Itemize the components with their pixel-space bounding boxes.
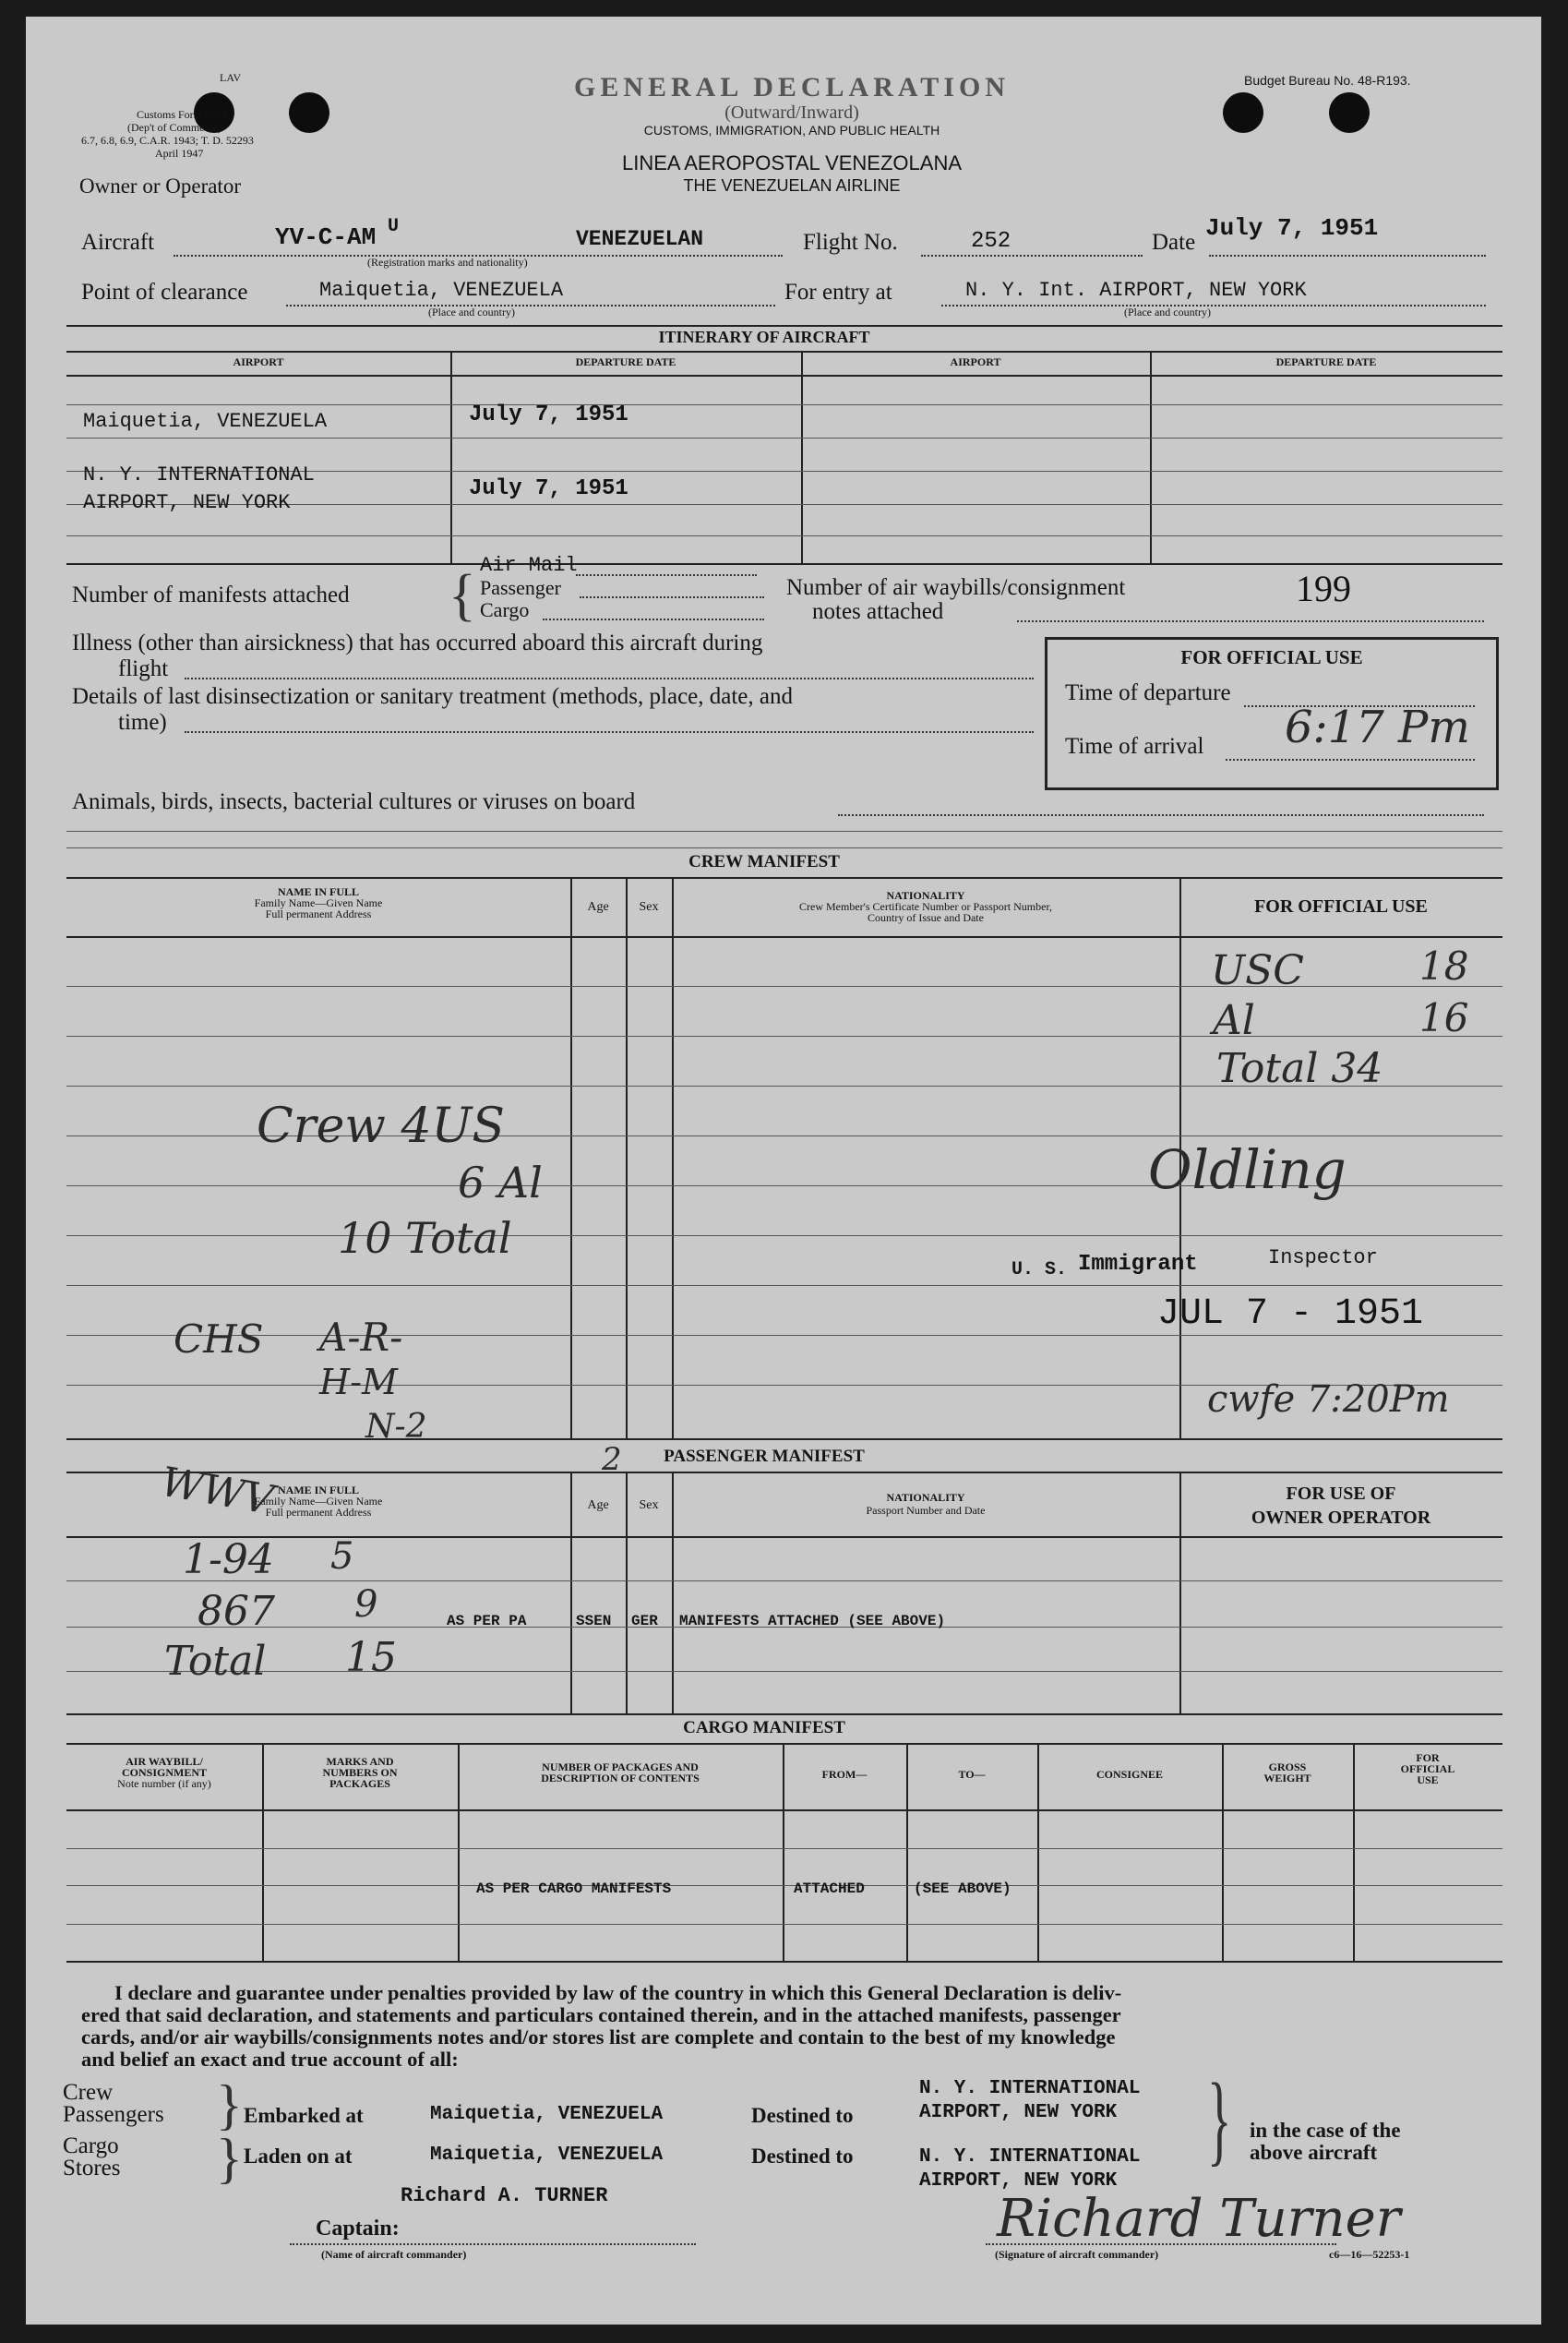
passenger-hand-867-count: 9 [354,1583,378,1626]
crew-hand-total: Total 34 [1216,1045,1383,1092]
punch-hole-icon [1329,92,1370,133]
passenger-header-nationality-2: Passport Number and Date [866,1504,986,1517]
cargo-header-waybill-2: CONSIGNMENT [121,1766,207,1779]
crew-title: CREW MANIFEST [688,852,840,871]
itinerary-header-date: DEPARTURE DATE [575,355,676,368]
destination-2-line1: N. Y. INTERNATIONAL [919,2146,1141,2168]
crew-header-sex: Sex [639,900,659,914]
aircraft-label: Aircraft [81,230,155,255]
laden-label: Laden on at [244,2145,353,2168]
passenger-row-ger: GER [631,1613,658,1629]
crew-header-official: FOR OFFICIAL USE [1254,896,1428,917]
captain-name-caption: (Name of aircraft commander) [321,2248,467,2261]
itinerary-header-date-2: DEPARTURE DATE [1275,355,1377,368]
crew-hand-n: N-2 [365,1408,427,1446]
form-regs: 6.7, 6.8, 6.9, C.A.R. 1943; T. D. 52293 [81,134,254,147]
form-dept: (Dep't of Commerce) [127,121,222,134]
itinerary-header-airport-2: AIRPORT [950,355,1001,368]
crew-hand-usc-count: 18 [1419,943,1469,989]
cargo-header-weight-2: WEIGHT [1263,1772,1311,1784]
crew-header-nationality-3: Country of Issue and Date [868,911,984,924]
itinerary-row-2-airport-line2: AIRPORT, NEW YORK [83,491,291,514]
passenger-header-sex: Sex [639,1498,659,1512]
cargo-header-packages-2: DESCRIPTION OF CONTENTS [541,1772,700,1784]
aircraft-nationality: VENEZUELAN [576,227,704,251]
crew-header-age: Age [587,900,609,914]
brace-icon: } [1207,2062,1232,2175]
brace-icon: { [449,564,476,627]
embarked-value: Maiquetia, VENEZUELA [430,2104,664,2125]
cargo-header-marks-3: PACKAGES [329,1777,390,1790]
entry-label: For entry at [784,280,892,305]
crew-hand-al-6: 6 Al [458,1158,543,1208]
manifests-label: Number of manifests attached [72,583,350,607]
destined-label: Destined to [751,2104,854,2127]
page-subtitle: (Outward/Inward) [724,102,859,123]
passenger-hand-194-count: 5 [330,1535,354,1578]
aircraft-case-line-1: in the case of the [1250,2119,1401,2142]
passenger-row-ssen: SSEN [576,1613,612,1629]
itinerary-row-2-date: July 7, 1951 [469,476,628,501]
crew-hand-h: H-M [319,1362,398,1402]
cargo-row-see-above: (SEE ABOVE) [914,1880,1011,1897]
crew-hand-a: A-R- [319,1315,403,1360]
cargo-header-marks-2: NUMBERS ON [322,1766,398,1779]
inspection-stamp-date: JUL 7 - 1951 [1157,1293,1424,1335]
laden-value: Maiquetia, VENEZUELA [430,2145,664,2166]
declaration-line-1: I declare and guarantee under penalties provided by law of the country in which this General Declaration is deliv- [114,1981,1122,2004]
crew-header-name: NAME IN FULL [277,885,359,898]
passenger-header-age: Age [587,1498,609,1512]
crew-hand-al: Al [1213,997,1255,1044]
cargo-header-to: TO— [958,1768,986,1781]
cargo-header-consignee: CONSIGNEE [1095,1768,1164,1781]
passenger-hand-ww: WWV [157,1458,277,1525]
cargo-header-from: FROM— [821,1768,868,1781]
itinerary-title: ITINERARY OF AIRCRAFT [658,328,870,346]
itinerary-row-1-date: July 7, 1951 [469,403,628,427]
declaration-cargo: Cargo [63,2133,119,2158]
crew-hand-10: 10 Total [338,1213,512,1263]
crew-hand-inspector-signature: Oldling [1148,1138,1347,1201]
captain-label: Captain: [316,2217,400,2241]
crew-hand-usc: USC [1211,947,1304,994]
destination-1-line2: AIRPORT, NEW YORK [919,2102,1118,2123]
form-code: LAV [220,71,242,84]
passenger-header-name-2: Family Name—Given Name [254,1495,383,1508]
declaration-line-3: cards, and/or air waybills/consignments notes and/or stores list are complete and contain to the best of my knowledge [81,2025,1116,2049]
cargo-header-waybill: AIR WAYBILL/ [126,1755,203,1768]
manifest-air-mail: Air Mail [480,554,578,577]
crew-hand-al-count: 16 [1419,995,1469,1040]
cargo-row-as-per: AS PER CARGO MANIFESTS [476,1880,672,1897]
arrival-time-value: 6:17 Pm [1285,702,1470,753]
clearance-sublabel: (Place and country) [428,306,515,318]
destination-1-line1: N. Y. INTERNATIONAL [919,2078,1141,2099]
airline-name: LINEA AEROPOSTAL VENEZOLANA [621,151,963,174]
captain-signature: Richard Turner [997,2189,1401,2249]
passenger-hand-867: 867 [197,1588,275,1635]
passenger-row-manifests: MANIFESTS ATTACHED (SEE ABOVE) [679,1613,946,1629]
departure-time-label: Time of departure [1065,680,1231,705]
crew-hand-chs: CHS [174,1316,264,1362]
waybills-label-2: notes attached [812,599,944,624]
passenger-row-as-per: AS PER PA [447,1613,527,1629]
inspector-prefix: U. S. [1011,1259,1068,1280]
waybills-count: 199 [1296,568,1351,609]
crew-header-nationality-2: Crew Member's Certificate Number or Passport Number, [799,900,1052,913]
clearance-value: Maiquetia, VENEZUELA [319,279,564,302]
cargo-header-official-3: USE [1417,1773,1439,1786]
date-label: Date [1152,230,1196,255]
inspector-title: Immigrant [1078,1252,1198,1277]
cargo-header-packages: NUMBER OF PACKAGES AND [542,1760,699,1773]
passenger-header-name: NAME IN FULL [277,1484,359,1496]
declaration-sheet [26,17,1541,2325]
itinerary-row-2-airport-line1: N. Y. INTERNATIONAL [83,463,315,487]
captain-name: Richard A. TURNER [401,2184,608,2207]
declaration-line-4: and belief an exact and true account of all: [81,2048,459,2071]
flight-label: Flight No. [803,230,898,255]
form-number: Customs Form 7507 [137,108,228,121]
crew-header-nationality: NATIONALITY [886,889,965,902]
declaration-passengers: Passengers [63,2102,164,2127]
aircraft-registration: YV-C-AM [275,223,377,251]
page-title: GENERAL DECLARATION [573,72,1010,102]
crew-hand-time: cwfe 7:20Pm [1207,1378,1450,1421]
punch-hole-icon [1223,92,1263,133]
passenger-title: PASSENGER MANIFEST [664,1447,865,1466]
cargo-header-official-2: OFFICIAL [1400,1762,1455,1775]
destined-label-2: Destined to [751,2145,854,2168]
aircraft-mark: U [388,216,400,237]
disinsect-label-2: time) [118,710,167,735]
airline-name-en: THE VENEZUELAN AIRLINE [683,176,901,195]
passenger-header-use-2: OWNER OPERATOR [1251,1508,1431,1528]
crew-header-name-3: Full permanent Address [265,907,372,920]
passenger-hand-number: 2 [602,1441,622,1478]
signature-caption: (Signature of aircraft commander) [995,2248,1159,2261]
aircraft-sublabel: (Registration marks and nationality) [367,256,528,269]
cargo-header-marks: MARKS AND [326,1755,394,1768]
waybills-label: Number of air waybills/consignment [786,575,1126,600]
cargo-header-official: FOR [1416,1751,1440,1764]
manifest-cargo: Cargo [480,598,530,621]
passenger-header-nationality: NATIONALITY [886,1491,965,1504]
official-use-title: FOR OFFICIAL USE [1180,646,1363,668]
cargo-title: CARGO MANIFEST [683,1718,845,1737]
passenger-hand-194: 1-94 [183,1536,274,1583]
inspector-suffix: Inspector [1268,1246,1378,1269]
arrival-time-label: Time of arrival [1065,734,1204,759]
animals-label: Animals, birds, insects, bacterial cultures or viruses on board [72,789,636,814]
aircraft-case-line-2: above aircraft [1250,2141,1378,2164]
illness-label-2: flight [118,656,169,681]
passenger-hand-total: Total [164,1638,267,1685]
passenger-header-use: FOR USE OF [1286,1484,1396,1504]
budget-bureau: Budget Bureau No. 48-R193. [1244,73,1411,88]
agencies: CUSTOMS, IMMIGRATION, AND PUBLIC HEALTH [643,123,940,138]
passenger-header-name-3: Full permanent Address [265,1506,372,1519]
embarked-label: Embarked at [244,2104,364,2127]
crew-header-name-2: Family Name—Given Name [254,896,383,909]
cargo-header-waybill-3: Note number (if any) [117,1777,211,1790]
disinsect-label: Details of last disinsectization or sanitary treatment (methods, place, date, and [72,684,793,709]
declaration-crew: Crew [63,2080,114,2105]
itinerary-header-airport: AIRPORT [233,355,284,368]
declaration-line-2: ered that said declaration, and statements and particulars contained therein, and in the attached manifests, passenger [81,2003,1121,2026]
entry-value: N. Y. Int. AIRPORT, NEW YORK [965,279,1307,302]
cargo-row-attached: ATTACHED [794,1880,865,1897]
destination-2-line2: AIRPORT, NEW YORK [919,2170,1118,2192]
manifest-passenger: Passenger [480,576,561,599]
declaration-stores: Stores [63,2156,121,2181]
clearance-label: Point of clearance [81,280,248,305]
itinerary-row-1-airport: Maiquetia, VENEZUELA [83,410,328,433]
punch-hole-icon [289,92,329,133]
cargo-header-weight: GROSS [1268,1760,1307,1773]
form-date: April 1947 [155,147,204,160]
illness-label: Illness (other than airsickness) that has occurred aboard this aircraft during [72,631,763,655]
brace-icon: } [216,2128,243,2189]
passenger-hand-total-count: 15 [345,1634,397,1681]
crew-hand-crew: Crew 4US [257,1099,505,1154]
entry-sublabel: (Place and country) [1124,306,1211,318]
brace-icon: } [216,2074,243,2135]
flight-number: 252 [971,229,1011,254]
flight-date: July 7, 1951 [1205,214,1379,242]
owner-label: Owner or Operator [79,174,241,198]
form-print-number: c6—16—52253-1 [1329,2248,1410,2261]
